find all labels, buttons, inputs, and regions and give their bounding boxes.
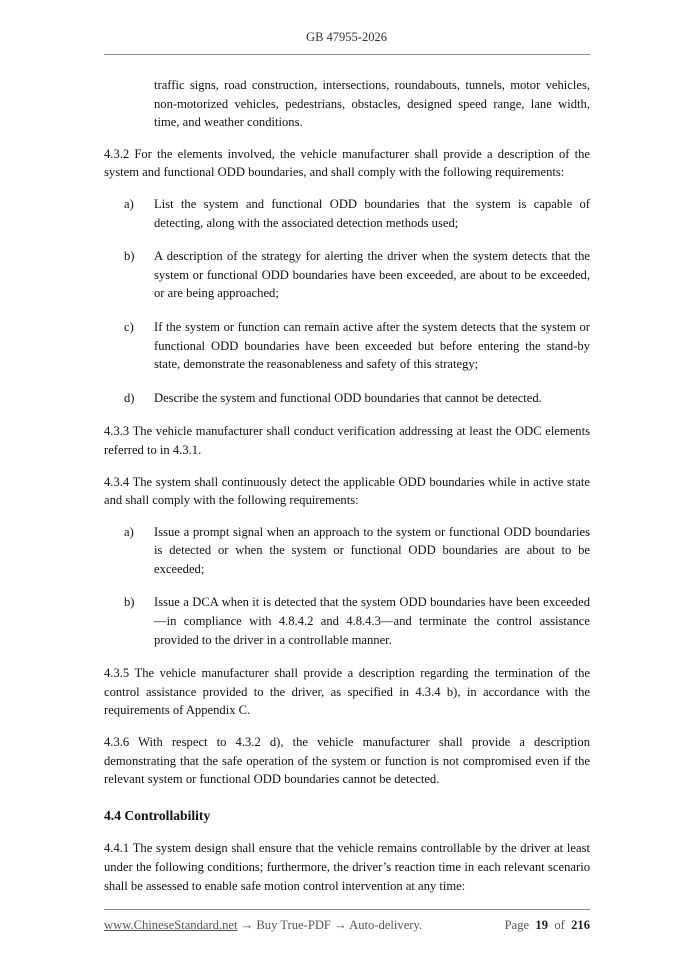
list-item-label: a) (124, 196, 134, 211)
list-item-text: A description of the strategy for alerting the driver when the system detects that the system or functional ODD boundaries have been exceeded, are about to be exceeded, or are being approached; (154, 249, 590, 301)
footer-promo (104, 918, 422, 933)
footer-promo-text: → Buy True-PDF → Auto-delivery. (237, 918, 423, 932)
list-item (104, 593, 590, 649)
header-divider (104, 54, 590, 55)
clause-4-3-3: 4.3.3 The vehicle manufacturer shall conduct verification addressing at least the ODC elements referred to in 4.3.1. (104, 424, 590, 457)
page-footer (104, 918, 590, 933)
list-item-label: a) (124, 524, 134, 539)
list-item (104, 318, 590, 374)
list-item-label: b) (124, 595, 135, 610)
clause-4-3-2-list (104, 195, 590, 407)
current-page: 19 (535, 918, 549, 932)
clause-4-3-2: 4.3.2 For the elements involved, the vehicle manufacturer shall provide a description of the system and functional ODD boundaries, and shall comply with the following requirements: (104, 146, 590, 180)
list-item (104, 523, 590, 579)
page-number (505, 918, 590, 933)
list-item (104, 389, 590, 408)
of-word: of (554, 918, 565, 932)
website-link[interactable]: www.ChineseStandard.net (104, 918, 238, 932)
list-item-label: c) (124, 319, 134, 334)
page-header: GB 47955-2026 (306, 30, 387, 44)
list-item-text: Issue a DCA when it is detected that the system ODD boundaries have been exceeded—in compliance with 4.8.4.2 and 4.8.4.3—and terminate the control assistance provided to the driver in a controllable manner. (154, 595, 590, 647)
clause-4-4-1: 4.4.1 The system design shall ensure that the vehicle remains controllable by the driver at least under the following conditions; furthermore, the driver’s reaction time in each relevant scenario shall be assessed to enable safe motion control intervention at any time: (104, 841, 590, 893)
list-item-text: If the system or function can remain active after the system detects that the system or functional ODD boundaries have been exceeded but before entering the stand-by state, demonstrate the reasonableness and safety of this strategy; (154, 319, 590, 372)
document-body (104, 76, 590, 908)
clause-4-3-4-list (104, 523, 590, 650)
total-pages: 216 (571, 918, 590, 932)
list-item-label: b) (124, 249, 135, 264)
list-item (104, 195, 590, 232)
page-word: Page (504, 918, 530, 932)
list-item-label: d) (124, 390, 135, 405)
footer-divider (104, 909, 590, 910)
clause-4-3-4: 4.3.4 The system shall continuously detect the applicable ODD boundaries while in active state and shall comply with the following requirements: (104, 474, 590, 508)
clause-4-3-5: 4.3.5 The vehicle manufacturer shall provide a description regarding the termination of the control assistance provided to the driver, as specified in 4.3.4 b), in accordance with the requirements of Appendix C. (104, 666, 590, 718)
section-heading: 4.4 Controllability (104, 807, 211, 823)
list-item-text: List the system and functional ODD boundaries that the system is capable of detecting, along with the associated detection methods used; (154, 196, 590, 230)
clause-4-3-6: 4.3.6 With respect to 4.3.2 d), the vehicle manufacturer shall provide a description demonstrating that the safe operation of the system or function is not compromised even if the relevant system or functional ODD boundaries cannot be detected. (104, 735, 590, 787)
list-item-text: Issue a prompt signal when an approach to the system or functional ODD boundaries is detected or when the system or functional ODD boundaries are about to be exceeded; (154, 524, 590, 576)
list-item-text: Describe the system and functional ODD boundaries that cannot be detected. (154, 390, 542, 405)
list-item (104, 247, 590, 303)
continued-paragraph: traffic signs, road construction, intersections, roundabouts, tunnels, motor vehicles, non-motorized vehicles, pedestrians, obstacles, designed speed range, lane width, time, and weather conditions. (154, 78, 590, 130)
